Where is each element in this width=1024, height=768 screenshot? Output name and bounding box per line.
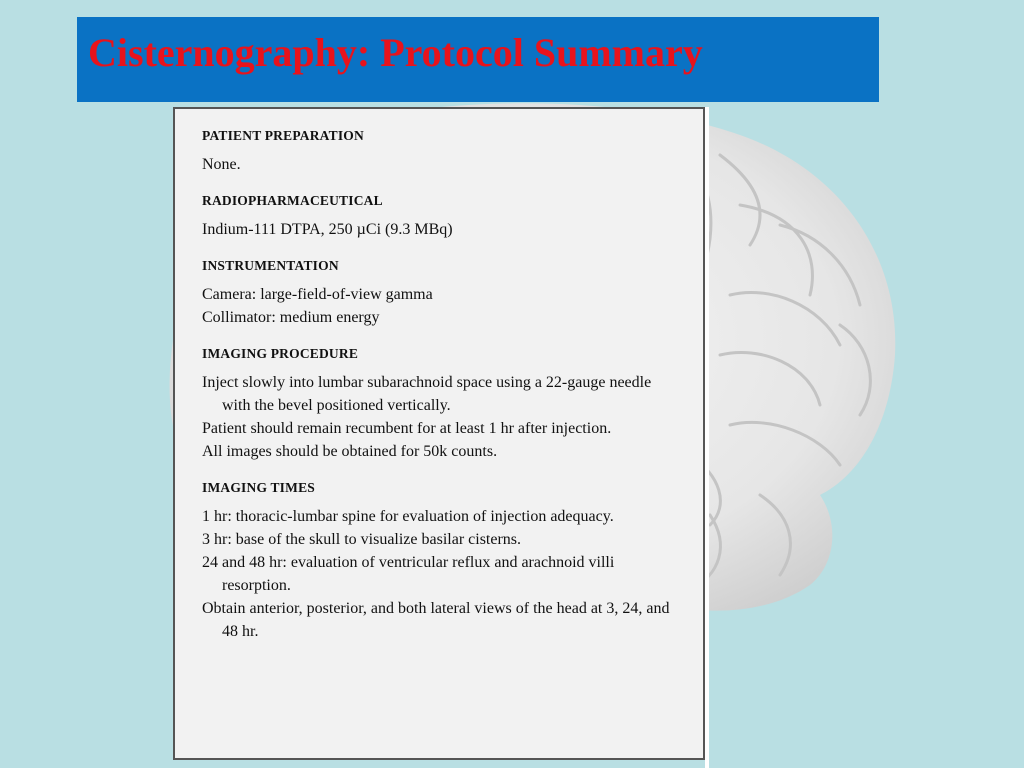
section-line: Indium-111 DTPA, 250 µCi (9.3 MBq) bbox=[202, 221, 453, 238]
section-body bbox=[202, 283, 683, 329]
protocol-summary-box bbox=[173, 107, 705, 760]
section-imaging-procedure bbox=[202, 345, 683, 463]
section-line: None. bbox=[202, 156, 241, 173]
section-body bbox=[202, 371, 683, 463]
section-line: 1 hr: thoracic-lumbar spine for evaluation of injection adequacy. bbox=[202, 508, 614, 525]
section-line: Camera: large-field-of-view gamma bbox=[202, 286, 433, 303]
title-bar bbox=[77, 17, 879, 102]
section-imaging-times bbox=[202, 479, 683, 643]
panel-shadow-strip bbox=[705, 107, 709, 768]
section-line: Inject slowly into lumbar subarachnoid space using a 22-gauge needle with the bevel positioned vertically. bbox=[202, 374, 652, 414]
section-heading: IMAGING PROCEDURE bbox=[202, 346, 359, 361]
section-heading: RADIOPHARMACEUTICAL bbox=[202, 193, 383, 208]
section-line: Collimator: medium energy bbox=[202, 309, 380, 326]
section-patient-preparation bbox=[202, 127, 683, 176]
section-body bbox=[202, 218, 683, 241]
section-body bbox=[202, 505, 683, 643]
section-line: 3 hr: base of the skull to visualize basilar cisterns. bbox=[202, 531, 522, 548]
section-heading: INSTRUMENTATION bbox=[202, 258, 339, 273]
section-instrumentation bbox=[202, 257, 683, 329]
section-radiopharmaceutical bbox=[202, 192, 683, 241]
section-body bbox=[202, 153, 683, 176]
section-line: All images should be obtained for 50k counts. bbox=[202, 443, 498, 460]
section-line: 24 and 48 hr: evaluation of ventricular reflux and arachnoid villi resorption. bbox=[202, 554, 615, 594]
section-heading: IMAGING TIMES bbox=[202, 480, 315, 495]
section-heading: PATIENT PREPARATION bbox=[202, 128, 364, 143]
protocol-content bbox=[202, 127, 683, 659]
slide-title: Cisternography: Protocol Summary bbox=[88, 30, 703, 75]
section-line: Obtain anterior, posterior, and both lateral views of the head at 3, 24, and 48 hr. bbox=[202, 600, 670, 640]
section-line: Patient should remain recumbent for at least 1 hr after injection. bbox=[202, 420, 612, 437]
